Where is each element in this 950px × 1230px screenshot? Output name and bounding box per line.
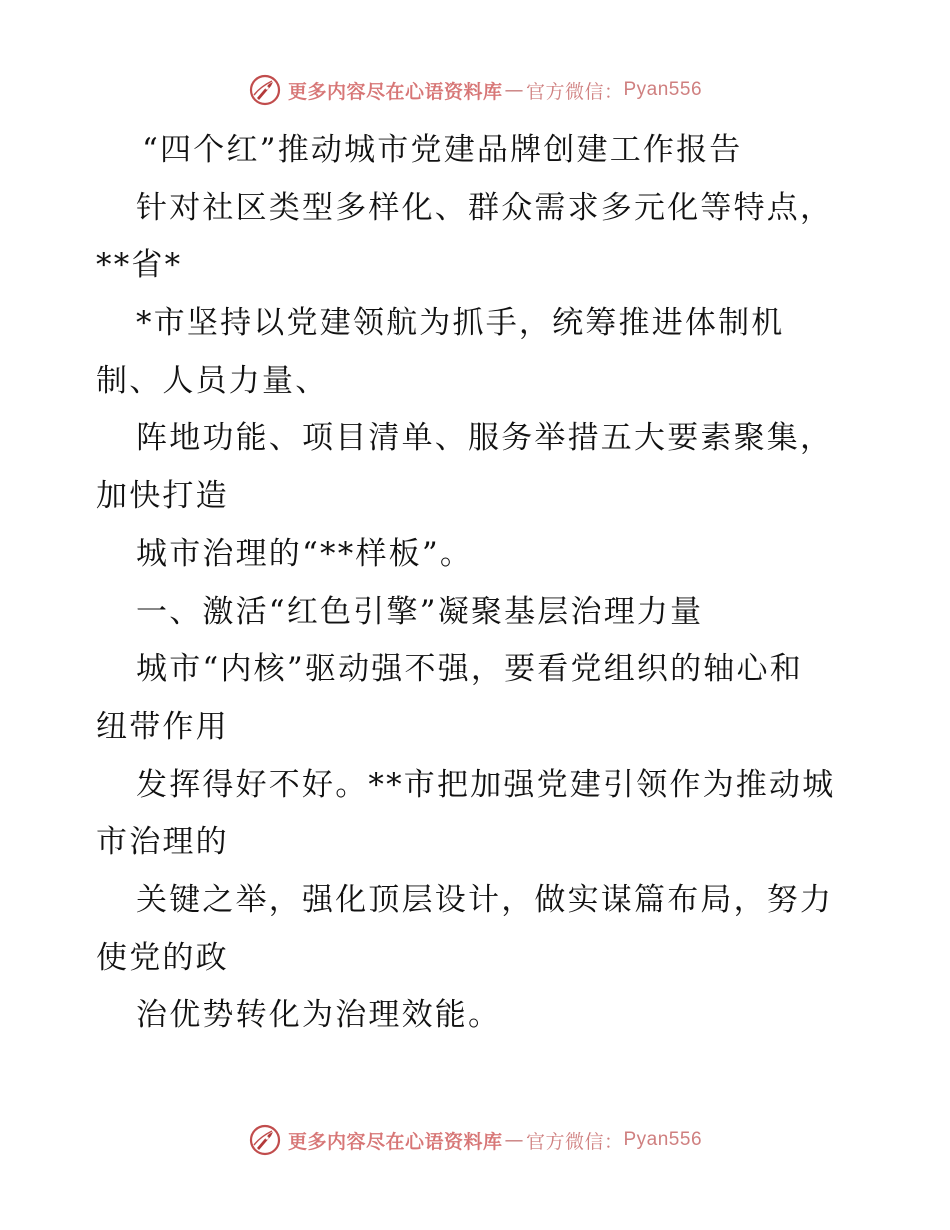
body-line: 纽带作用 bbox=[96, 708, 229, 745]
body-line: *市坚持以党建领航为抓手，统筹推进体制机 bbox=[136, 305, 785, 342]
body-line: 制、人员力量、 bbox=[96, 362, 329, 399]
body-line: 关键之举，强化顶层设计，做实谋篇布局，努力 bbox=[136, 881, 834, 918]
body-line: 治优势转化为治理效能。 bbox=[136, 997, 502, 1034]
watermark-official-label: 官方微信： bbox=[525, 80, 624, 103]
document-body bbox=[96, 122, 876, 1045]
watermark-separator: — bbox=[504, 1129, 524, 1151]
watermark-official-label: 官方微信： bbox=[525, 1130, 624, 1153]
document-title: “四个红”推动城市党建品牌创建工作报告 bbox=[142, 132, 743, 168]
body-line: 阵地功能、项目清单、服务举措五大要素聚集， bbox=[136, 420, 834, 457]
body-line: 使党的政 bbox=[96, 939, 229, 976]
watermark-separator: — bbox=[504, 79, 524, 101]
pen-nib-logo-icon bbox=[248, 73, 282, 107]
body-line: 一、激活“红色引擎”凝聚基层治理力量 bbox=[136, 593, 704, 630]
body-line: 市治理的 bbox=[96, 824, 229, 861]
watermark-text bbox=[288, 77, 702, 104]
body-line: 针对社区类型多样化、群众需求多元化等特点， bbox=[136, 189, 834, 226]
watermark-footer bbox=[0, 1120, 950, 1160]
watermark-header bbox=[0, 70, 950, 110]
watermark-main-text: 更多内容尽在心语资料库 bbox=[287, 1130, 503, 1153]
pen-nib-logo-icon bbox=[248, 1123, 282, 1157]
body-line: **省* bbox=[96, 247, 183, 284]
watermark-handle: Pyan556 bbox=[623, 1129, 703, 1150]
watermark-handle: Pyan556 bbox=[623, 79, 703, 100]
body-line: 城市“内核”驱动强不强，要看党组织的轴心和 bbox=[136, 651, 803, 688]
body-line: 城市治理的“**样板”。 bbox=[136, 535, 474, 572]
watermark-text bbox=[288, 1127, 702, 1154]
body-line: 加快打造 bbox=[96, 478, 229, 515]
watermark-main-text: 更多内容尽在心语资料库 bbox=[287, 80, 503, 103]
body-line: 发挥得好不好。**市把加强党建引领作为推动城 bbox=[136, 766, 836, 803]
